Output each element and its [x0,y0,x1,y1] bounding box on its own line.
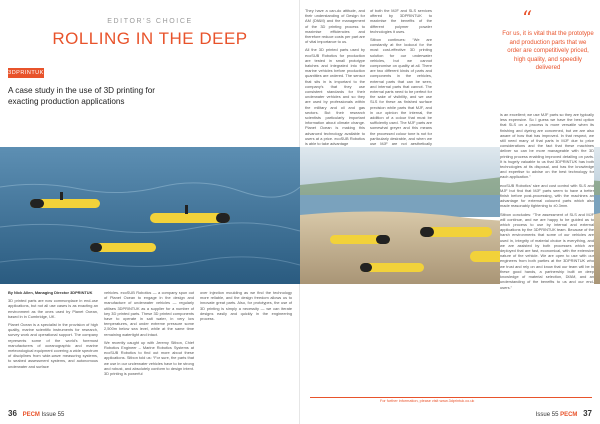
text-column-5 [370,8,432,154]
paragraph: of both the MJF and SLS services offered by 3DPRINTUK to maximise the benefits of the different polymer powder technologies it uses. [370,8,432,34]
further-info-note[interactable]: For further information, please visit www.3dprintuk.co.uk [380,399,475,403]
text-column-4 [305,8,365,149]
text-column-1 [8,290,98,372]
page-number: 36 [8,409,17,418]
paragraph: We recently caught up with Jeremy Sitbon, Chief Robotics Engineer – Marine Robotics Systems at ecoSUB Robotics to find out more about these applications. Sitbon told us: “For sure, the parts that we use in our underwater vehicles have to be strong and robust, and absolutely conform to design intent. 3D printing is powerful [104,339,194,377]
paragraph: All the 3D printed parts used by ecoSUB Robotics for production are tested in small prototype batches and integrated into the marine vehicles before production quantities are ordered. The sensor that sits in is important to the company's that they use consistent standards for their underwater vehicles and so they are used by professionals within the military and oil and gas sectors. But their research scientists particularly important information about climate change. Planet Ocean is making this advanced technology available to users at a price. ecoSUB Robotics is able to take advantage [305,47,365,147]
paragraph: over injection moulding as we find the technology more reliable, and the design freedom allows us to innovate great parts. Also, for prototypes, the use of 3D printing is simply a necessity — we can iterate designs easily and quickly in the engineering process. [200,290,292,322]
byline: By Nick Allen, Managing Director 3DPRINTUK [8,290,93,295]
magazine-brand: PECM [22,412,40,418]
paragraph: is an excellent; we use MJF parts so they are typically less expensive. So I guess we have the best option that SLS on a process is more versatile when its finishing and dyeing are concerned, but we are also aware of how that has improved. In that respect, we still need many of that parts in MJF due to price considerations and the fact that these machines deliver so can be more manageable with the 3D printing process enabling improved detailing on parts. It is hugely valuable to us that 3DPRINTUK has both technologies at its disposal, and has the knowledge and expertise to advise on the best technology for each application.” [500,112,594,180]
vehicle-7 [360,263,424,272]
article-subtitle: A case study in the use of 3D printing for exacting production applications [8,86,156,106]
paragraph: 3D printed parts are now commonplace in end-use applications, but not all use cases is as exacting an environment as the ones used by Planet Ocean, based in in Cumbridge, UK. [8,298,98,319]
paragraph: Planet Ocean is a specialist in the provision of high quality, marine scientific instruments for research, survey work and operational support. The company represents some of the world's foremost manufacturers of oceanographic and marine meteorological equipment covering a wide spectrum of disciplines from wide-wave measuring systems, to seabed assessment systems, and autonomous underwater and surface [8,322,98,369]
left-folio [8,409,64,418]
vehicle-5 [420,227,492,237]
vehicle-4 [330,235,390,244]
paragraph: Sitbon concludes: “The assessment of SLS and MJF will continue, and we are happy to be guided as to which process to use by internal and external applications by the 3DPRINTUK team. Because of the harsh environments that some of our vehicles are used in, integrity of material choice is everything, and we are assisted by both processes which are deployed that are fast, economical, with the extensive nature of the vehicle. We are open to use with our engineers from both parties at the 3DPRINTUK who we trust and rely on and know that our team will be in these good hands, a partnership built on deep knowledge of material selection, DfAM, and an understanding of the benefits to us and our end-users.” [500,211,594,290]
paragraph: They have a can-do attitude, and their understanding of Design for AM (DfAM) and the management of the 3D printing process to maximise efficiencies and therefore reduce costs per part are of vital importance to us. [305,8,365,45]
text-column-3 [200,290,292,324]
pull-quote: For us, it is vital that the prototype and production parts that we order are competitively priced, high quality, and speedily delivered [502,30,594,72]
right-folio [536,409,592,418]
article-headline: ROLLING IN THE DEEP [52,29,248,48]
page-number: 37 [583,409,592,418]
company-tag[interactable]: 3DPRINTUK [8,70,44,76]
quote-mark-icon: “ [522,6,533,30]
text-column-6 [500,112,594,394]
text-column-2 [104,290,194,379]
magazine-brand: PECM [560,412,578,418]
issue-label: Issue 55 [41,412,65,418]
editors-choice-kicker: EDITOR'S CHOICE [107,18,193,25]
paragraph: vehicles. ecoSUB Robotics — a company spun out of Planet Ocean to engage in the design and manufacture of underwater vehicles — regularly utilises 3DPRINTUK as a supplier for a number of key 3D printed parts. These 3D printed components have to operate in salt water, in very low temperatures, and under extreme pressure some 2,500m below sea level, while at the same time remaining watertight and intact. [104,290,194,337]
paragraph: Sitbon continues: “We are constantly at the lookout for the most cost-effective 3D printing solution for our underwater vehicles, but we cannot compromise on quality at all. There are two different kinds of parts and components in the vehicles, external parts that can be seen, and internal parts that cannot. The external parts need to be perfect for the sake of visibility, and we use SLS for these as finished surface precision while parts that MJF, and in our opinion the internal, the addition of a colour that must be sufficiently used. The MJF parts are somewhat greyer and this means the processed colour tone is not for particularly desirable, and when we use MJF are not aesthetically [370,37,432,147]
vehicle-3 [90,243,156,252]
issue-label: Issue 55 [535,412,559,418]
paragraph: ecoSUB Robotics' size and cost control with SLS and MJF but find that MJF parts seem to have a better finish before post-processing, with the machines an advantage for external coloured parts which also made reasonably tightening to ±0.3mm. [500,182,594,209]
